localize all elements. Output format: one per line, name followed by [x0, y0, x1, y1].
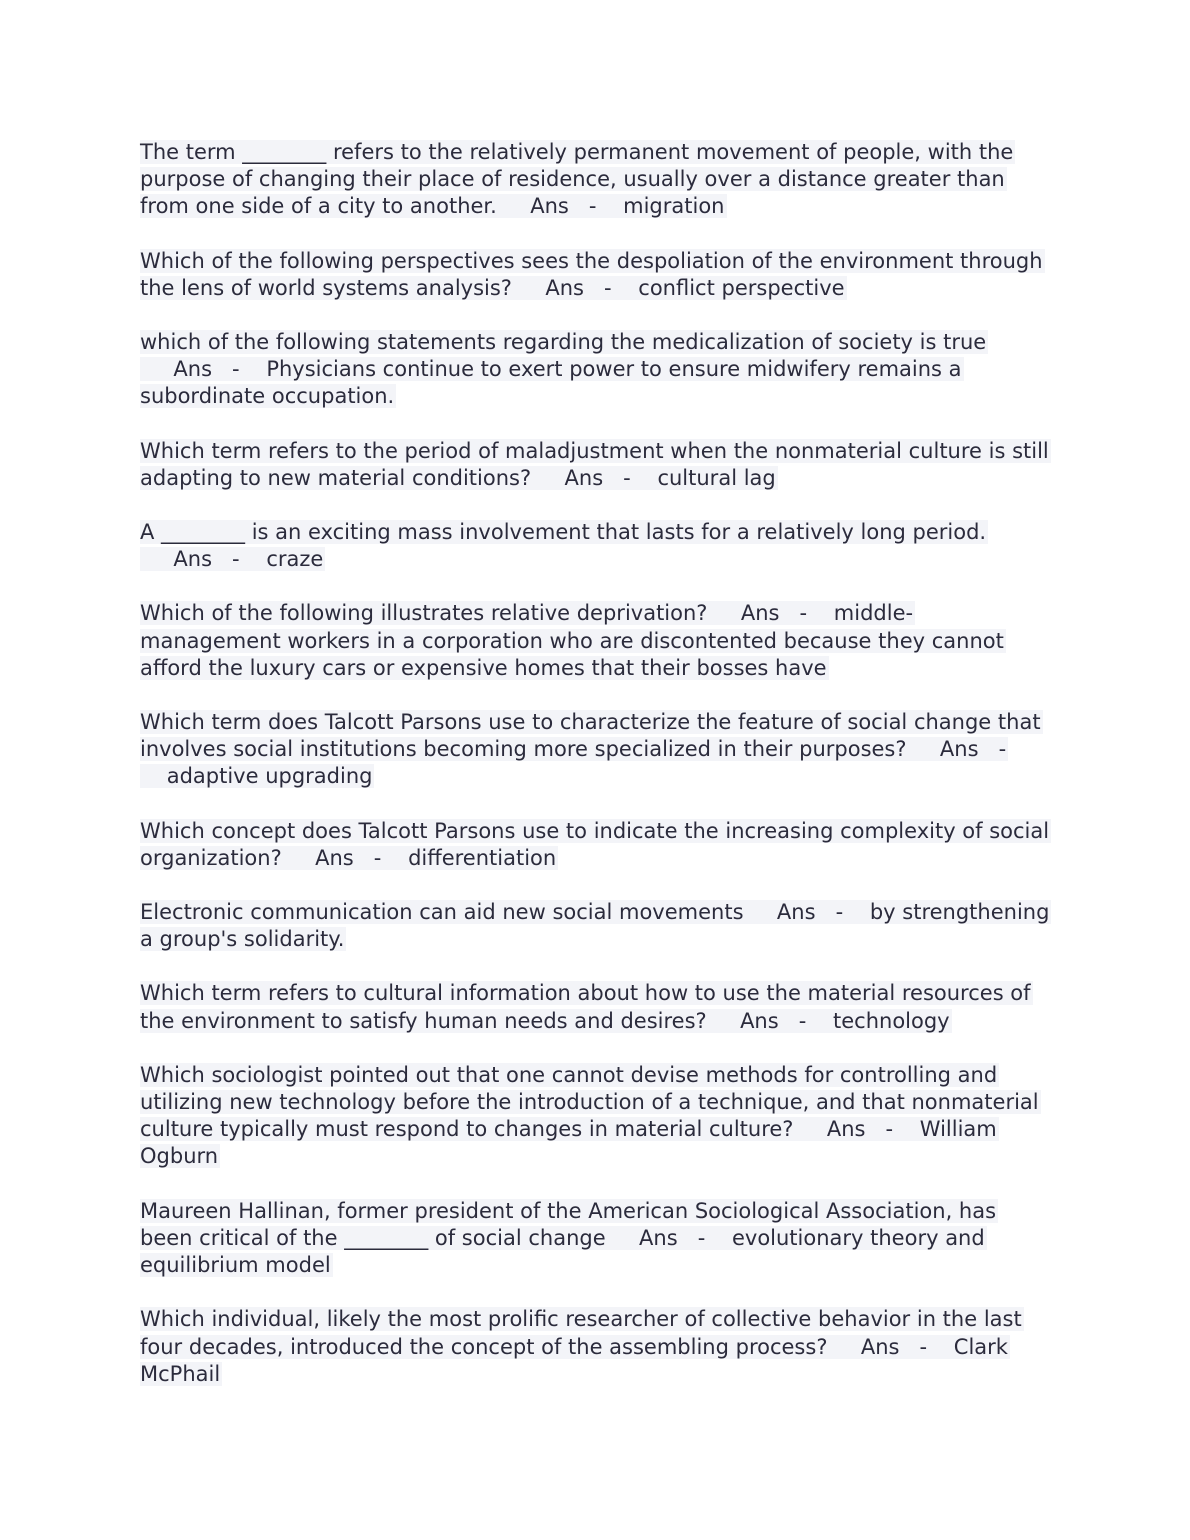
qa-text: [140, 330, 988, 408]
question-text: Which term does Talcott Parsons use to characterize the feature of social change that involves social institutions becoming more specialized in their purposes?: [140, 710, 1041, 762]
answer-text: conflict perspective: [638, 275, 845, 300]
qa-text: [140, 981, 1033, 1032]
qa-text: [140, 710, 1043, 788]
qa-item: [140, 600, 1050, 682]
answer-prefix: Ans: [740, 1008, 779, 1033]
answer-separator: -: [697, 1225, 706, 1250]
answer-text: middle-management workers in a corporation who are discontented because they cannot afford the luxury cars or expensive homes that their bosses have: [140, 601, 1004, 680]
qa-item: [140, 818, 1050, 872]
answer-text: evolutionary theory and equilibrium model: [140, 1225, 985, 1278]
question-text: Which individual, likely the most prolific researcher of collective behavior in the last four decades, introduced the concept of the assembling process?: [140, 1307, 1022, 1359]
qa-item: [140, 329, 1050, 411]
question-text: Which sociologist pointed out that one cannot devise methods for controlling and utilizing new technology before the introduction of a technique, and that nonmaterial culture typically must respond to changes in material culture?: [140, 1062, 1039, 1142]
answer-separator: -: [798, 1008, 807, 1033]
question-text: Electronic communication can aid new social movements: [140, 900, 744, 925]
qa-item: [140, 709, 1050, 791]
qa-text: [140, 1063, 1041, 1169]
qa-text: [140, 439, 1051, 490]
qa-text: [140, 520, 988, 571]
question-text: Which of the following illustrates relative deprivation?: [140, 601, 708, 626]
answer-separator: -: [799, 601, 808, 626]
qa-item: [140, 1306, 1050, 1388]
qa-text: [140, 900, 1051, 951]
answer-prefix: Ans: [564, 465, 604, 490]
question-text: The term ________ refers to the relatively permanent movement of people, with the purpose of changing their place of residence, usually over a distance greater than from one side of a city to another.: [140, 140, 1014, 219]
qa-text: [140, 819, 1051, 870]
answer-separator: -: [604, 275, 612, 300]
answer-prefix: Ans: [173, 357, 213, 382]
answer-text: craze: [266, 547, 324, 572]
answer-prefix: Ans: [860, 1334, 900, 1359]
qa-text: [140, 1307, 1024, 1385]
answer-text: differentiation: [408, 845, 557, 870]
question-text: Which term refers to cultural information about how to use the material resources of the environment to satisfy human needs and desires?: [140, 981, 1031, 1033]
qa-item: [140, 1198, 1050, 1280]
qa-text: [140, 249, 1045, 300]
question-text: A ________ is an exciting mass involvement that lasts for a relatively long period.: [140, 520, 987, 545]
qa-item: [140, 248, 1050, 302]
answer-prefix: Ans: [826, 1117, 866, 1142]
answer-separator: -: [885, 1117, 894, 1142]
qa-text: [140, 140, 1015, 218]
answer-prefix: Ans: [639, 1225, 678, 1250]
answer-separator: -: [373, 845, 382, 870]
answer-text: cultural lag: [657, 465, 776, 490]
answer-prefix: Ans: [740, 601, 780, 626]
answer-separator: -: [588, 194, 597, 219]
answer-prefix: Ans: [530, 194, 569, 219]
qa-item: [140, 519, 1050, 573]
qa-item: [140, 899, 1050, 953]
qa-text: [140, 1199, 998, 1277]
answer-prefix: Ans: [173, 547, 213, 572]
qa-item: [140, 1062, 1050, 1171]
question-text: which of the following statements regarding the medicalization of society is true: [140, 330, 987, 355]
answer-text: technology: [833, 1008, 950, 1033]
answer-text: by strengthening a group's solidarity.: [140, 900, 1050, 952]
answer-text: migration: [623, 194, 725, 219]
answer-prefix: Ans: [315, 845, 354, 870]
answer-separator: -: [623, 465, 631, 490]
question-text: Which of the following perspectives sees the despoliation of the environment through the lens of world systems analysis?: [140, 248, 1043, 300]
document-page: [140, 139, 1050, 1415]
answer-text: adaptive upgrading: [166, 764, 373, 789]
answer-text: William Ogburn: [140, 1117, 997, 1169]
question-text: Maureen Hallinan, former president of the American Sociological Association, has been critical of the ________ of social change: [140, 1198, 997, 1250]
answer-prefix: Ans: [776, 900, 816, 925]
question-text: Which term refers to the period of maladjustment when the nonmaterial culture is still adapting to new material conditions?: [140, 438, 1049, 490]
answer-text: Clark McPhail: [140, 1334, 1008, 1386]
answer-separator: -: [835, 900, 844, 925]
answer-prefix: Ans: [545, 275, 584, 300]
qa-item: [140, 139, 1050, 221]
answer-separator: -: [998, 737, 1007, 762]
qa-item: [140, 980, 1050, 1034]
answer-separator: -: [232, 547, 240, 572]
answer-text: Physicians continue to exert power to ensure midwifery remains a subordinate occupation.: [140, 357, 962, 409]
answer-separator: -: [919, 1334, 928, 1359]
answer-separator: -: [232, 357, 240, 382]
answer-prefix: Ans: [939, 737, 979, 762]
qa-text: [140, 601, 1006, 679]
question-text: Which concept does Talcott Parsons use to indicate the increasing complexity of social organization?: [140, 818, 1050, 870]
qa-item: [140, 438, 1050, 492]
